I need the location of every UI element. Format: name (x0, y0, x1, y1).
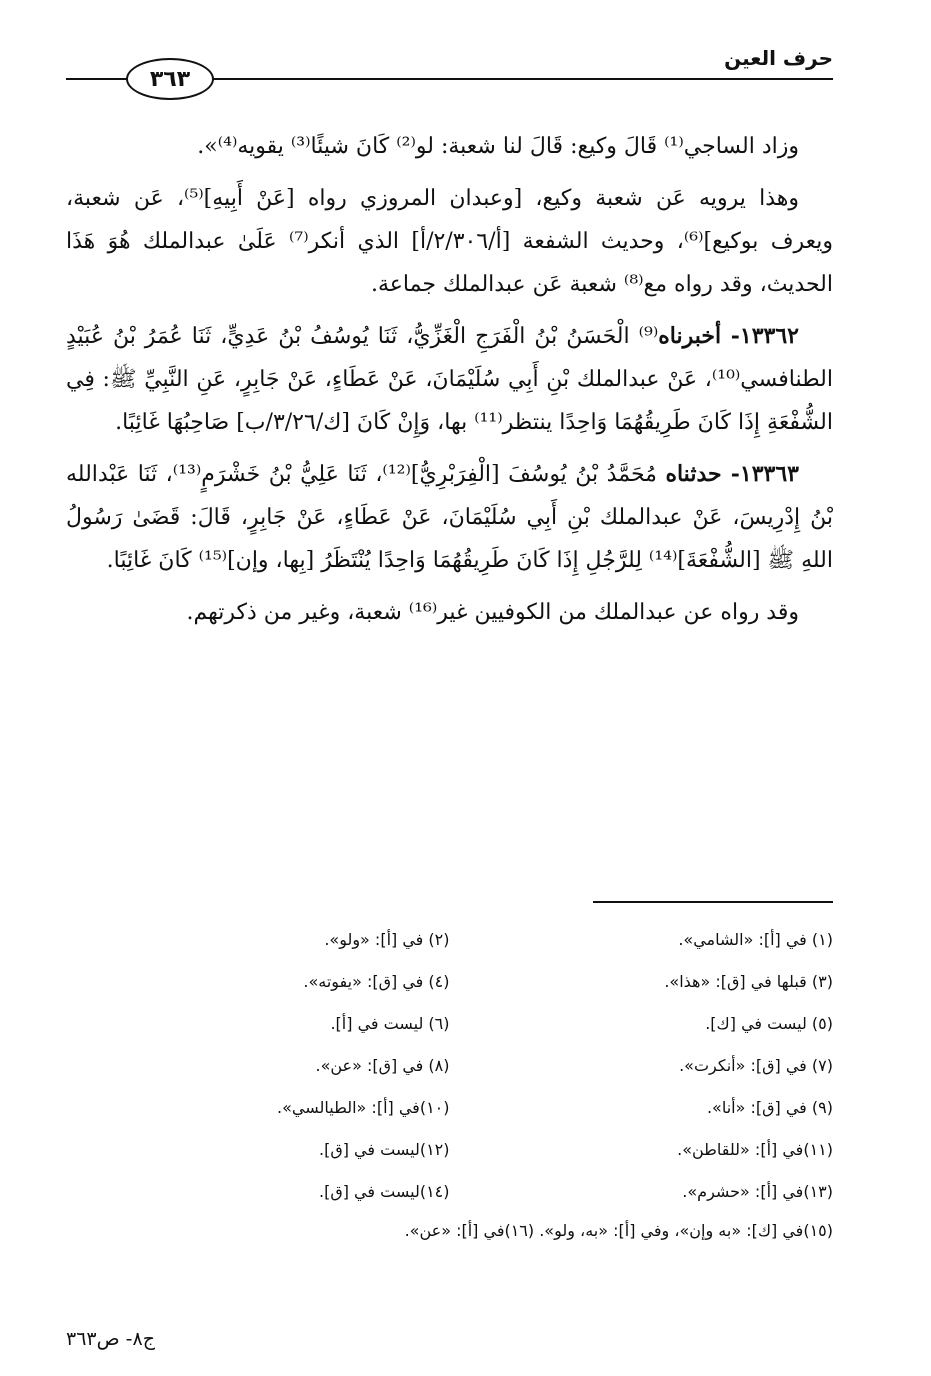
main-text (66, 125, 833, 643)
footnote: (١٠)في [أ]: «الطيالسي». (277, 1097, 450, 1117)
footnote: (١٢)ليست في [ق]. (318, 1139, 450, 1159)
page-header (66, 40, 833, 100)
paragraph-text: وقد رواه عن عبدالملك من الكوفيين غير⁽¹⁶⁾ شعبة، وغير من ذكرتهم. (186, 600, 799, 625)
footnote: (١٤)ليست في [ق]. (318, 1181, 450, 1201)
footnotes (66, 918, 833, 1248)
paragraph-text: ⁽⁹⁾ الْحَسَنُ بْنُ الْفَرَجِ الْغَزِّيُّ، ثَنَا يُوسُفُ بْنُ عَدِيٍّ، ثَنَا عُمَرُ بْنُ عُبَيْدٍ الطنافسي⁽¹⁰⁾، عَنْ عبدالملك بْنِ أَبِي سُلَيْمَانَ، عَنْ عَطَاءٍ، عَنْ جَابِرٍ، عَنِ النَّبِيِّ ﷺ: فِي الشُّفْعَةِ إِذَا كَانَ طَرِيقُهُمَا وَاحِدًا ينتظر⁽¹¹⁾ بها، وَإِنْ كَانَ [ك/٣/٢٦/ب] صَاحِبُهَا غَائِبًا. (66, 324, 833, 435)
footnote: (٤) في [ق]: «يفوته». (303, 971, 450, 991)
paragraph-text: وزاد الساجي⁽¹⁾ قَالَ وكيع: قَالَ لنا شعبة: لو⁽²⁾ كَانَ شيئًا⁽³⁾ يقويه⁽⁴⁾». (197, 134, 799, 159)
page-number: ٣٦٣ (126, 58, 214, 100)
footnote: (١) في [أ]: «الشامي». (678, 929, 833, 949)
paragraph (66, 591, 833, 634)
paragraph-text: وهذا يرويه عَن شعبة وكيع، [وعبدان المروزي رواه [عَنْ أَبِيهِ]⁽⁵⁾، عَن شعبة، ويعرف بوكيع]⁽⁶⁾، وحديث الشفعة [أ/٢/٣٠٦/أ] الذي أنكر⁽⁷⁾ عَلَىٰ عبدالملك هُوَ هَذَا الحديث، وقد رواه مع⁽⁸⁾ شعبة عَن عبدالملك جماعة. (66, 186, 834, 297)
footnote: (٦) ليست في [أ]. (330, 1013, 450, 1033)
paragraph (66, 125, 833, 168)
footnote-row (66, 1044, 833, 1086)
footnote: (٣) قبلها في [ق]: «هذا». (664, 971, 833, 991)
footnote-row (66, 960, 833, 1002)
footnote: (٩) في [ق]: «أنا». (706, 1097, 833, 1117)
footnote-last: (١٥)في [ك]: «به وإن»، وفي [أ]: «به، ولو». (١٦)في [أ]: «عن». (404, 1220, 833, 1240)
chapter-title: حرف العين (724, 46, 833, 70)
paragraph (66, 177, 833, 306)
footnote: (١٣)في [أ]: «حشرم». (682, 1181, 833, 1201)
footnote: (٧) في [ق]: «أنكرت». (679, 1055, 833, 1075)
footnote-row (66, 1086, 833, 1128)
hadith-paragraph (66, 453, 833, 582)
paragraph-text: مُحَمَّدُ بْنُ يُوسُفَ [الْفِرَبْرِيُّ]⁽¹²⁾، ثَنَا عَلِيُّ بْنُ خَشْرَمٍ⁽¹³⁾، ثَنَا عَبْدالله بْنُ إِدْرِيسَ، عَنْ عبدالملك بْنِ أَبِي سُلَيْمَانَ، عَنْ عَطَاءٍ، عَنْ جَابِرٍ، قَالَ: قَضَىٰ رَسُولُ اللهِ ﷺ [الشُّفْعَةَ]⁽¹⁴⁾ لِلرَّجُلِ إِذَا كَانَ طَرِيقُهُمَا وَاحِدًا يُنْتَظَرُ [بِها، وإن]⁽¹⁵⁾ كَانَ غَائِبًا. (66, 462, 833, 573)
footnote-row (66, 1128, 833, 1170)
footnote: (٨) في [ق]: «عن». (315, 1055, 450, 1075)
hadith-number: ١٣٣٦٣- حدثناه (665, 461, 799, 487)
hadith-paragraph (66, 315, 833, 444)
footnote-row (66, 1170, 833, 1212)
hadith-number: ١٣٣٦٢- أخبرناه (658, 323, 799, 349)
page-reference: ج٨- ص٣٦٣ (66, 1328, 155, 1350)
footnote: (٢) في [أ]: «ولو». (324, 929, 450, 949)
footnote-row (66, 918, 833, 960)
footnote-row (66, 1002, 833, 1044)
footnote: (١١)في [أ]: «للقاطن». (677, 1139, 833, 1159)
footnote: (٥) ليست في [ك]. (705, 1013, 833, 1033)
footnote-separator (593, 901, 833, 903)
